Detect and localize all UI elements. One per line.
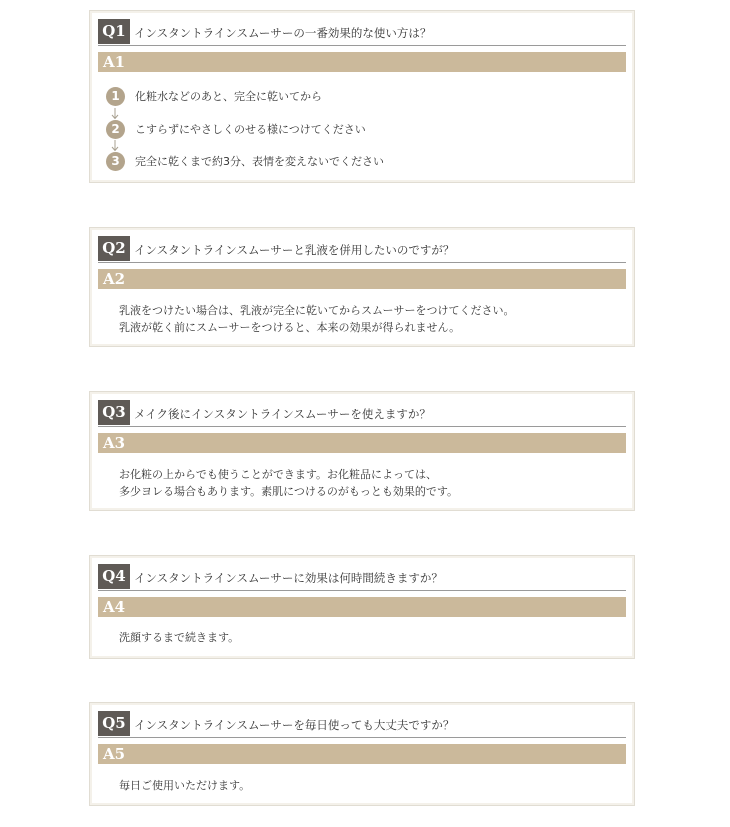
question-row (98, 398, 626, 427)
question-text: インスタントラインスムーサーを毎日使っても大丈夫ですか？ (134, 718, 455, 732)
step-number-badge: 2 (106, 120, 125, 139)
answer-bar (98, 597, 626, 617)
question-badge: Q1 (98, 19, 130, 44)
answer-badge: A4 (103, 598, 126, 616)
answer-badge: A1 (103, 53, 126, 71)
question-text: インスタントラインスムーサーの一番効果的な使い方は？ (134, 26, 432, 40)
question-text: メイク後にインスタントラインスムーサーを使えますか？ (134, 407, 431, 421)
question-badge: Q4 (98, 564, 130, 589)
answer-line: 多少ヨレる場合もあります。素肌につけるのがもっとも効果的です。 (119, 485, 459, 498)
question-row (98, 709, 626, 738)
question-row (98, 17, 626, 46)
question-text: インスタントラインスムーサーに効果は何時間続きますか？ (134, 571, 443, 585)
faq-item-2 (89, 227, 635, 347)
faq-item-3 (89, 391, 635, 511)
question-badge: Q3 (98, 400, 130, 425)
step-text: こすらずにやさしくのせる様につけてください (135, 123, 366, 136)
answer-line: 乳液をつけたい場合は、乳液が完全に乾いてからスムーサーをつけてください。 (119, 304, 515, 317)
answer-line: 洗顔するまで続きます。 (119, 631, 240, 644)
question-badge: Q5 (98, 711, 130, 736)
answer-badge: A5 (103, 745, 126, 763)
answer-bar (98, 744, 626, 764)
faq-item-4 (89, 555, 635, 659)
answer-line: 乳液が乾く前にスムーサーをつけると、本来の効果が得られません。 (119, 321, 461, 334)
faq-item-1 (89, 10, 635, 183)
question-row (98, 562, 626, 591)
answer-bar (98, 269, 626, 289)
step-text: 化粧水などのあと、完全に乾いてから (135, 90, 322, 103)
question-badge: Q2 (98, 236, 130, 261)
answer-badge: A2 (103, 270, 126, 288)
answer-line: 毎日ご使用いただけます。 (119, 779, 251, 792)
step-number-badge: 3 (106, 152, 125, 171)
question-text: インスタントラインスムーサーと乳液を併用したいのですが？ (134, 243, 455, 257)
step-number-badge: 1 (106, 87, 125, 106)
answer-line: お化粧の上からでも使うことができます。お化粧品によっては、 (119, 468, 438, 481)
answer-bar (98, 52, 626, 72)
arrow-down-icon (110, 140, 120, 152)
question-row (98, 234, 626, 263)
faq-item-5 (89, 702, 635, 806)
answer-bar (98, 433, 626, 453)
arrow-down-icon (110, 108, 120, 120)
step-text: 完全に乾くまで約3分、表情を変えないでください (135, 155, 384, 168)
answer-badge: A3 (103, 434, 126, 452)
